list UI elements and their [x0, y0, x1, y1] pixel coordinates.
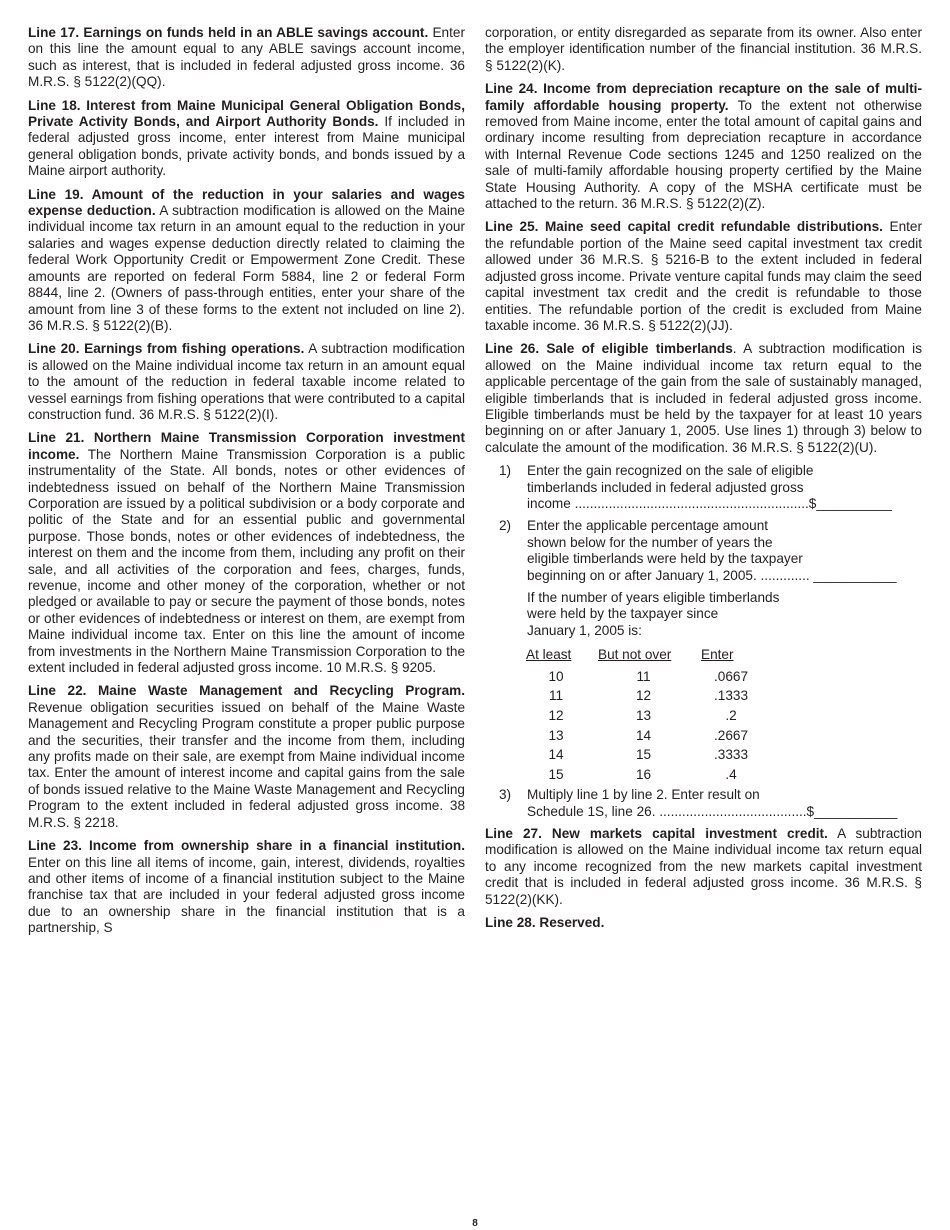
line-text: If included in federal adjusted gross income, enter interest from Maine municipal general obligation bonds, private activity bonds, and bonds issued by a Maine airport authority.	[28, 114, 465, 179]
line-heading: Line 20. Earnings from fishing operations.	[28, 341, 305, 357]
table-cell: .3333	[713, 747, 749, 763]
table-cell: 16	[635, 766, 652, 782]
line-text: Revenue obligation securities issued on behalf of the Maine Waste Management and Recycling Program constitute a proper public purpose and the securities, their transfer and the income from them, including any profits made on their sale, are exempt from Maine individual income tax. Enter the amount of interest income and capital gains from the sale of bonds issued relative to the Maine Waste Management and Recycling Program to the extent included in federal adjusted gross income. 38 M.R.S. § 2218.	[28, 699, 465, 830]
line-17-instruction	[28, 25, 465, 91]
table-cell: .4	[725, 766, 737, 782]
line-text: To the extent not otherwise removed from Maine income, enter the total amount of capital gains and ordinary income resulting from depreciation recapture in accordance with Internal Revenue Code sections 1245 and 1250 realized on the sale of multi-family affordable housing property certified by the Maine State Housing Authority. A copy of the MSHA certificate must be attached to the return. 36 M.R.S. § 5122(2)(Z).	[485, 97, 923, 212]
table-cell: .0667	[713, 668, 749, 684]
percentage-note	[485, 590, 922, 639]
table-cell: .2667	[713, 727, 749, 743]
line-23-instruction	[28, 838, 465, 936]
right-column	[485, 25, 922, 938]
table-row	[526, 687, 761, 707]
line-25-instruction	[485, 219, 922, 334]
table-cell: 14	[635, 727, 652, 743]
line-26-instruction	[485, 341, 922, 456]
step-text: shown below for the number of years the	[527, 534, 773, 550]
line-heading: Line 24. Income from depreciation recapture on the sale of multi-family affordable housing property.	[485, 81, 922, 113]
header-enter: Enter	[701, 647, 734, 663]
table-row	[526, 726, 761, 746]
line-text: Enter on this line the amount equal to any ABLE savings account income, such as interest, that is included in federal adjusted gross income. 36 M.R.S. § 5122(2)(QQ).	[28, 25, 465, 90]
line-21-instruction	[28, 430, 465, 676]
step-number: 3)	[499, 787, 512, 803]
table-row	[526, 668, 761, 688]
header-but-not-over: But not over	[598, 647, 672, 663]
line-23-continued	[485, 25, 922, 74]
line-20-instruction	[28, 341, 465, 423]
worksheet-step-2	[485, 518, 922, 584]
table-row	[526, 707, 761, 727]
table-cell: .2	[725, 707, 737, 723]
line-heading: Line 19. Amount of the reduction in your salaries and wages expense deduction.	[28, 186, 465, 219]
table-cell: 13	[635, 707, 652, 723]
worksheet-step-1	[485, 463, 922, 512]
table-row	[526, 766, 761, 786]
table-header-row	[526, 645, 761, 667]
line-heading: Line 17. Earnings on funds held in an ABLE savings account.	[28, 25, 429, 40]
line-text: . A subtraction modification is allowed on the Maine individual income tax return equal to the applicable percentage of the gain from the sale of sustainably managed, eligible timberlands that is included in federal adjusted gross income. Eligible timberlands must be held by the taxpayer for at least 10 years beginning on or after January 1, 2005. Use lines 1) through 3) below to calculate the amount of the modification. 36 M.R.S. § 5122(2)(U).	[485, 341, 922, 455]
line-19-instruction	[28, 187, 465, 335]
step-text: Schedule 1S, line 26. .......................................$___________	[527, 803, 898, 819]
table-cell: 10	[548, 668, 564, 684]
line-18-instruction	[28, 98, 465, 180]
step-text: income ..............................................................$__________	[527, 495, 892, 511]
line-text: Enter the refundable portion of the Maine seed capital investment tax credit allowed under 36 M.R.S. § 5216-B to the extent included in federal adjusted gross income. Private venture capital funds may claim the seed capital investment tax credit and the credit is refundable to those entities. The refundable portion of the credit is excluded from Maine taxable income. 36 M.R.S. § 5122(2)(JJ).	[485, 219, 922, 333]
line-22-instruction	[28, 683, 465, 831]
table-cell: .1333	[713, 688, 749, 704]
line-text: The Northern Maine Transmission Corporation is a public instrumentality of the State. All bonds, notes or other evidences of indebtedness issued on behalf of the Northern Maine Transmission Corporation are issued by a political subdivision or a body corporate and politic of the State and for an essential public and governmental purpose. Those bonds, notes or other evidences of indebtedness, the interest on them and the income from them, including any profit on their sale, and all activities of the corporation and fees, charges, funds, revenue, income and other money of the corporation, whether or not pledged or available to pay or secure the payment of those bonds, notes or other evidences of indebtedness or interest on them, are exempt from Maine individual income tax. Enter on this line the amount of income from investments in the Northern Maine Transmission Corporation to the extent included in federal adjusted gross income. 10 M.R.S. § 9205.	[28, 446, 465, 676]
line-heading: Line 23. Income from ownership share in a financial institution.	[28, 838, 465, 854]
table-cell: 15	[635, 747, 652, 763]
line-27-instruction	[485, 826, 922, 908]
table-cell: 12	[548, 707, 564, 723]
line-text: A subtraction modification is allowed on the Maine individual income tax return in an amount equal to the amount of the reduction in federal taxable income related to vessel earnings from fishing operations that were contributed to a capital construction fund. 36 M.R.S. § 5122(2)(I).	[28, 341, 465, 422]
table-cell: 13	[548, 727, 564, 743]
line-heading: Line 21. Northern Maine Transmission Corporation investment income.	[28, 430, 465, 462]
line-heading: Line 27. New markets capital investment credit.	[485, 826, 828, 841]
step-text: Enter the applicable percentage amount	[527, 518, 769, 534]
line-heading: Line 25. Maine seed capital credit refundable distributions.	[485, 219, 883, 235]
line-24-instruction	[485, 81, 922, 212]
step-number: 1)	[499, 463, 512, 479]
step-text: Enter the gain recognized on the sale of eligible	[527, 463, 814, 479]
line-text: A subtraction modification is allowed on the Maine individual income tax return in an amount equal to the reduction in your salaries and wages expense deduction directly related to claiming the federal Work Opportunity Credit or Empowerment Zone Credit. These amounts are reported on federal Form 5884, line 2 or federal Form 8844, line 2. (Owners of pass-through entities, enter your share of the amount from line 3 of these forms to the extent not included on line 2). 36 M.R.S. § 5122(2)(B).	[28, 203, 465, 333]
line-28-instruction	[485, 915, 922, 931]
step-text: timberlands included in federal adjusted gross	[527, 479, 804, 495]
step-text: Multiply line 1 by line 2. Enter result on	[527, 787, 760, 803]
percentage-table	[526, 645, 761, 785]
note-text: If the number of years eligible timberlands	[527, 590, 780, 605]
line-heading: Line 18. Interest from Maine Municipal General Obligation Bonds, Private Activity Bonds, and Airport Authority Bonds.	[28, 97, 465, 130]
table-cell: 11	[636, 668, 651, 684]
left-column	[28, 25, 465, 944]
step-text: beginning on or after January 1, 2005. ............. ___________	[527, 567, 897, 583]
table-row	[526, 746, 761, 766]
step-number: 2)	[499, 518, 512, 534]
line-heading: Line 22. Maine Waste Management and Recycling Program.	[28, 683, 465, 699]
timberland-worksheet	[485, 463, 922, 820]
worksheet-step-3	[485, 787, 922, 820]
line-text: corporation, or entity disregarded as separate from its owner. Also enter the employer identification number of the financial institution. 36 M.R.S. § 5122(2)(K).	[485, 25, 922, 73]
table-cell: 12	[635, 688, 652, 704]
line-text: Enter on this line all items of income, gain, interest, dividends, royalties and other items of income of a financial institution subject to the Maine franchise tax that are included in your federal adjusted gross income due to an ownership share in the financial institution that is a partnership, S	[28, 854, 465, 936]
note-text: were held by the taxpayer since	[527, 606, 719, 622]
note-text: January 1, 2005 is:	[527, 622, 642, 638]
header-at-least: At least	[526, 647, 572, 663]
table-cell: 15	[548, 766, 564, 782]
line-heading: Line 26. Sale of eligible timberlands	[485, 341, 733, 357]
table-cell: 11	[548, 688, 564, 704]
page-number: 8	[472, 1218, 478, 1229]
line-heading: Line 28. Reserved.	[485, 915, 605, 931]
line-text: A subtraction modification is allowed on the Maine individual income tax return equal to any income recognized from the new markets capital investment credit that is included in federal adjusted gross income. 36 M.R.S. § 5122(2)(KK).	[485, 826, 922, 907]
table-cell: 14	[548, 747, 564, 763]
step-text: eligible timberlands were held by the taxpayer	[527, 551, 803, 567]
